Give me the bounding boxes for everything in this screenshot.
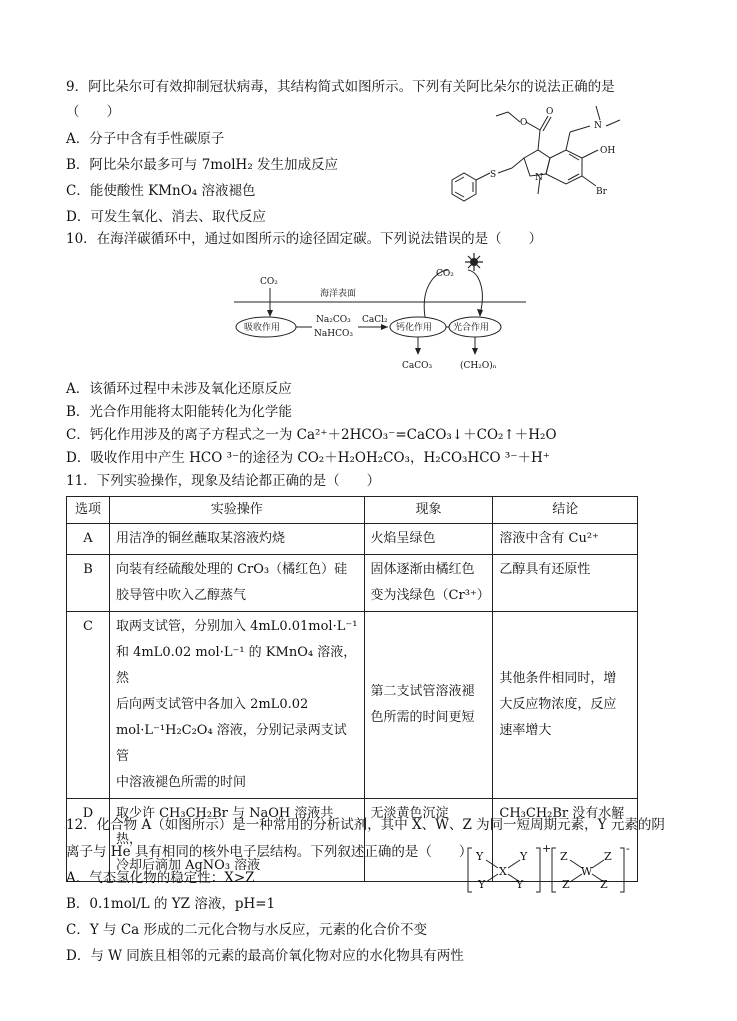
co2-uptake-arc: [468, 270, 482, 314]
q12-option-b: B．0.1mol/L 的 YZ 溶液，pH=1: [66, 896, 276, 912]
row-d-operation: 取少许 CH₃CH₂Br 与 NaOH 溶液共热， 冷却后滴加 AgNO₃ 溶液: [109, 799, 364, 882]
benzo-ring: [546, 150, 582, 184]
table-header-row: [67, 497, 638, 524]
table-row: [67, 524, 638, 555]
nitrogen-label: N: [535, 173, 543, 183]
cation-y-top-right: Y: [520, 850, 528, 863]
q9-option-a: A．分子中含有手性碳原子: [66, 131, 225, 147]
row-a-conclusion: 溶液中含有 Cu²⁺: [493, 524, 638, 555]
row-a-operation: 用洁净的铜丝蘸取某溶液灼烧: [109, 524, 364, 555]
anion-z-top-right: Z: [604, 850, 612, 863]
ocean-surface-label: 海洋表面: [320, 289, 357, 299]
cation-y-bottom-left: Y: [478, 878, 486, 891]
hydroxyl-label: OH: [600, 146, 616, 156]
header-option: 选项: [67, 497, 110, 524]
q12-option-a: A．气态氢化物的稳定性：X>Z: [66, 870, 255, 886]
q10-stem: 10．在海洋碳循环中，通过如图所示的途径固定碳。下列说法错误的是（ ）: [66, 231, 543, 247]
cation-y-top-left: Y: [476, 850, 484, 863]
q9-stem-line1: 9．阿比朵尔可有效抑制冠状病毒，其结构简式如图所示。下列有关阿比朵尔的说法正确的是: [66, 79, 615, 95]
cation-y-bottom-right: Y: [516, 878, 524, 891]
co2-top-label: CO₂: [436, 269, 454, 279]
absorb-label: 吸收作用: [244, 323, 281, 333]
q9-option-d: D．可发生氧化、消去、取代反应: [66, 209, 266, 225]
q10-option-c: C．钙化作用涉及的离子方程式之一为 Ca²⁺＋2HCO₃⁻=CaCO₃↓＋CO₂↑＋H₂O: [66, 427, 557, 443]
row-d-phenomenon: 无淡黄色沉淀: [364, 799, 493, 882]
row-d-option: D: [67, 799, 110, 882]
row-d-conclusion: CH₃CH₂Br 没有水解: [493, 799, 638, 882]
q10-option-a: A．该循环过程中未涉及氧化还原反应: [66, 381, 292, 397]
carbon-cycle-diagram: [230, 252, 530, 376]
row-c-operation: 取两支试管，分别加入 4mL0.01mol·L⁻¹ 和 4mL0.02 mol·L⁻¹ 的 KMnO₄ 溶液，然 后向两支试管中各加入 2mL0.02 mol·L⁻¹H₂C₂O₄ 溶液，分别记录两支试管 中溶液褪色所需的时间: [109, 612, 364, 799]
anion-w-center: W: [581, 865, 593, 878]
amine-nitrogen-label: N: [594, 121, 602, 131]
photo-label: 光合作用: [453, 323, 490, 333]
co2-left-label: CO₂: [260, 277, 278, 287]
row-c-phenomenon: 第二支试管溶液褪 色所需的时间更短: [364, 612, 493, 799]
row-a-phenomenon: 火焰呈绿色: [364, 524, 493, 555]
row-b-conclusion: 乙醇具有还原性: [493, 555, 638, 612]
bromine-label: Br: [596, 187, 607, 197]
row-a-option: A: [67, 524, 110, 555]
q10-option-b: B．光合作用能将太阳能转化为化学能: [66, 404, 292, 420]
ch2o-label: (CH₂O)ₙ: [460, 361, 497, 371]
q9-stem-line2: （ ）: [66, 104, 120, 120]
cation-x-center: X: [499, 865, 507, 878]
row-c-conclusion: 其他条件相同时，增 大反应物浓度，反应 速率增大: [493, 612, 638, 799]
cation-charge: +: [542, 842, 552, 855]
anion-z-bottom-right: Z: [600, 878, 608, 891]
anion-z-top-left: Z: [560, 850, 568, 863]
table-row: [67, 555, 638, 612]
q11-stem: 11．下列实验操作，现象及结论都正确的是（ ）: [66, 473, 381, 489]
q12-stem-line2: 离子与 He 具有相同的核外电子层结构。下列叙述正确的是（ ）: [66, 844, 473, 860]
cacl2-label: CaCl₂: [362, 315, 388, 325]
table-row: [67, 612, 638, 799]
q12-stem-line1: 12．化合物 A（如图所示）是一种常用的分析试剂，其中 X、W、Z 为同一短周期元素，Y 元素的阴: [66, 817, 665, 833]
ester-oxygen-label: O: [520, 118, 528, 128]
na2co3-label: Na₂CO₃: [316, 315, 351, 325]
compound-a-structure: [464, 844, 634, 896]
q12-option-c: C．Y 与 Ca 形成的二元化合物与水反应，元素的化合价不变: [66, 922, 427, 938]
q12-option-d: D．与 W 同族且相邻的元素的最高价氧化物对应的水化物具有两性: [66, 948, 464, 964]
nahco3-label: NaHCO₃: [314, 329, 353, 339]
calcify-label: 钙化作用: [396, 323, 433, 333]
row-c-option: C: [67, 612, 110, 799]
header-phenomenon: 现象: [364, 497, 493, 524]
arbidol-structure: [440, 98, 650, 210]
q10-option-d: D．吸收作用中产生 HCO ³⁻的途径为 CO₂＋H₂OH₂CO₃，H₂CO₃HCO ³⁻＋H⁺: [66, 450, 550, 466]
row-b-operation: 向装有经硫酸处理的 CrO₃（橘红色）硅 胶导管中吹入乙醇蒸气: [109, 555, 364, 612]
q9-option-b: B．阿比朵尔最多可与 7molH₂ 发生加成反应: [66, 157, 339, 173]
anion-z-bottom-left: Z: [562, 878, 570, 891]
sun-icon: [465, 253, 483, 271]
header-operation: 实验操作: [109, 497, 364, 524]
carbonyl-oxygen-label: O: [546, 107, 554, 117]
anion-charge: -: [626, 842, 630, 855]
row-b-option: B: [67, 555, 110, 612]
q9-option-c: C．能使酸性 KMnO₄ 溶液褪色: [66, 183, 256, 199]
row-b-phenomenon: 固体逐渐由橘红色 变为浅绿色（Cr³⁺）: [364, 555, 493, 612]
header-conclusion: 结论: [493, 497, 638, 524]
caco3-label: CaCO₃: [402, 361, 433, 371]
sulfur-label: S: [490, 170, 497, 180]
